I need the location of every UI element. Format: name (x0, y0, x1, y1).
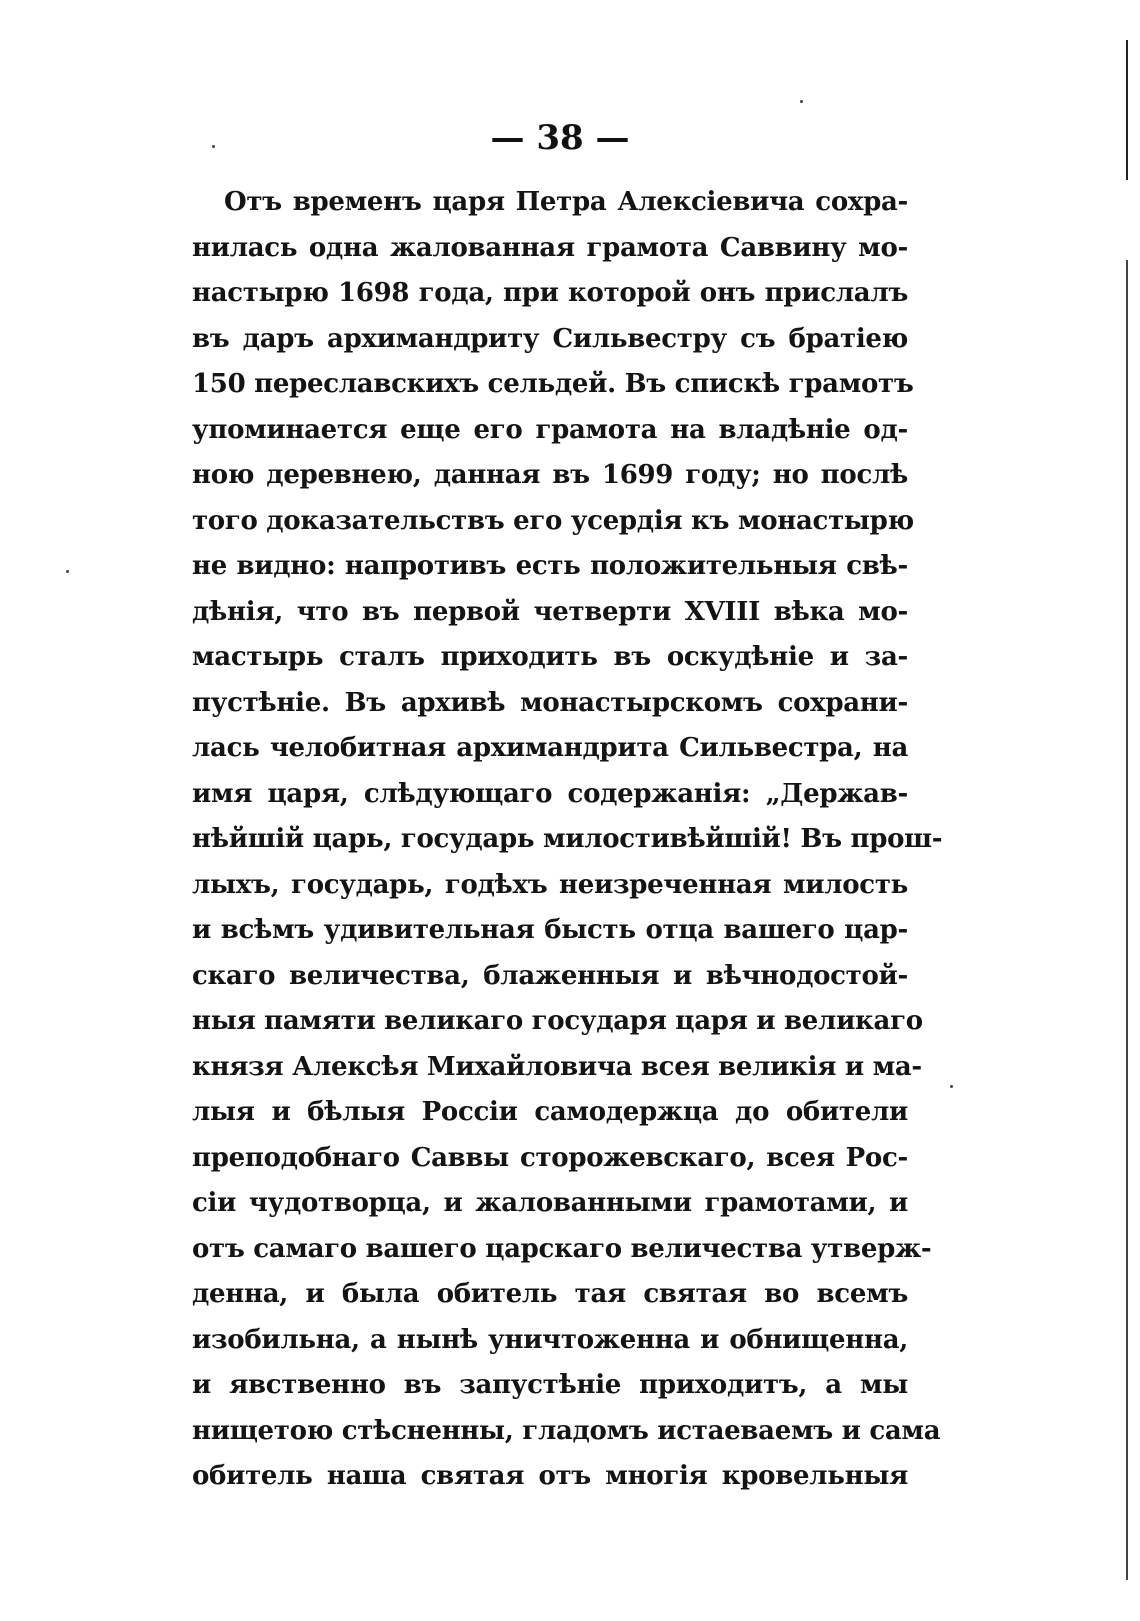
text-line: денна, и была обитель тая святая во всемъ (192, 1279, 908, 1309)
text-line: имя царя, слѣдующаго содержанія: „Держав- (192, 778, 908, 809)
text-line: сіи чудотворца, и жалованными грамотами, и (192, 1188, 908, 1218)
text-line: нищетою стѣсненны, гладомъ истаеваемъ и сама (192, 1415, 941, 1446)
page-number: — 38 — (490, 118, 630, 158)
text-line: нилась одна жалованная грамота Саввину мо- (192, 232, 908, 263)
text-line: Отъ временъ царя Петра Алексіевича сохра- (224, 187, 908, 217)
text-line: настырю 1698 года, при которой онъ прислалъ (192, 278, 908, 308)
text-line: лыя и бѣлыя Россіи самодержца до обители (192, 1097, 908, 1127)
ink-speck (950, 1085, 953, 1088)
text-line: упоминается еще его грамота на владѣніе од- (192, 414, 908, 445)
text-line: князя Алексѣя Михайловича всея великія и ма- (192, 1051, 922, 1082)
text-line: пустѣніе. Въ архивѣ монастырскомъ сохрани- (192, 687, 908, 718)
text-line: не видно: напротивъ есть положительныя свѣ- (192, 551, 908, 581)
ink-speck (800, 100, 803, 103)
text-line: преподобнаго Саввы сторожевскаго, всея Рос- (192, 1142, 908, 1173)
text-line: лыхъ, государь, годѣхъ неизреченная милость (192, 869, 908, 900)
text-line: ною деревнею, данная въ 1699 году; но послѣ (192, 460, 908, 490)
text-line: мастырь сталъ приходить въ оскудѣніе и за- (192, 642, 908, 672)
text-line: обитель наша святая отъ многія кровельныя (192, 1461, 908, 1491)
text-line: лась челобитная архимандрита Сильвестра, на (192, 733, 908, 763)
text-line: отъ самаго вашего царскаго величества утверж- (192, 1233, 932, 1264)
page-edge-line (1126, 40, 1128, 180)
ink-speck (66, 570, 69, 573)
text-line: того доказательствъ его усердія къ монастырю (192, 505, 914, 536)
text-line: и всѣмъ удивительная бысть отца вашего цар- (192, 915, 908, 945)
body-text (192, 180, 943, 1500)
text-line: въ даръ архимандриту Сильвестру съ братіею (192, 323, 908, 354)
text-line: 150 переславскихъ сельдей. Въ спискѣ грамотъ (192, 369, 914, 399)
text-line: ныя памяти великаго государя царя и великаго (192, 1006, 923, 1036)
text-line: нѣйшій царь, государь милостивѣйшій! Въ прош- (192, 824, 943, 854)
text-line: дѣнія, что въ первой четверти XVIII вѣка мо- (192, 596, 908, 627)
text-line: скаго величества, блаженныя и вѣчнодостой- (192, 960, 908, 991)
text-line: и явственно въ запустѣніе приходитъ, а мы (192, 1370, 908, 1400)
text-line: изобильна, а нынѣ уничтоженна и обнищенна, (192, 1324, 908, 1355)
page-edge-line (1126, 260, 1128, 1580)
